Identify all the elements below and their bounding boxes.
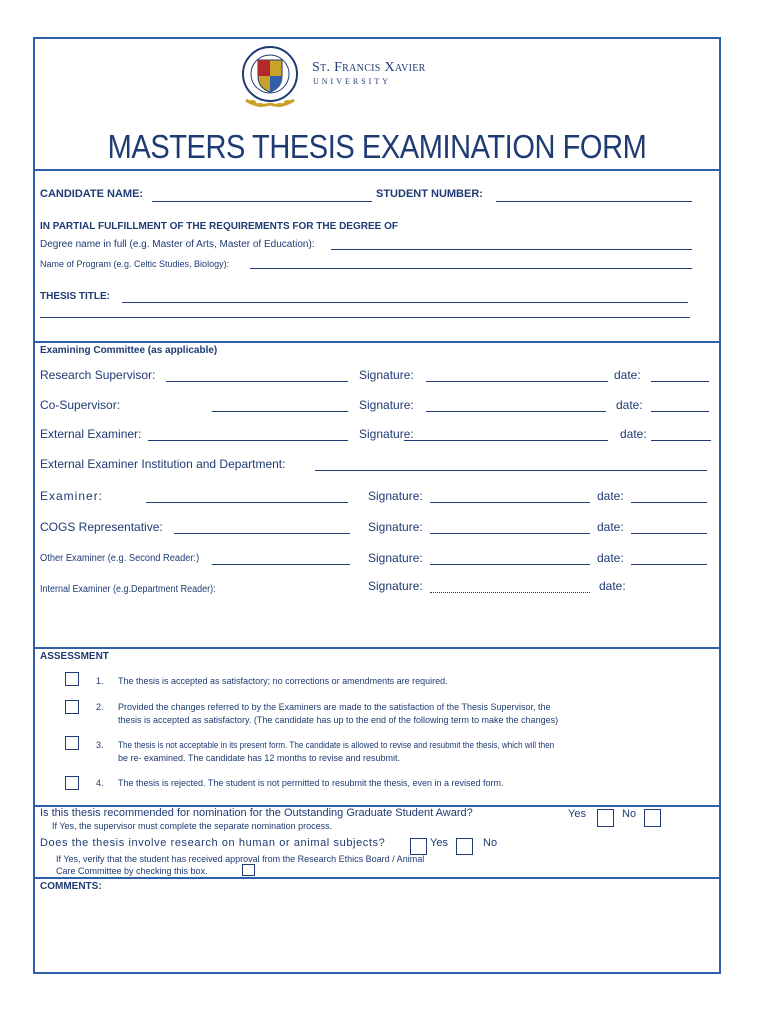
degree-name-field[interactable] bbox=[331, 249, 692, 250]
assessment-text-2a: Provided the changes referred to by the Examiners are made to the satisfaction of the Thesis Supervisor, the bbox=[118, 702, 551, 712]
cogs-representative-signature[interactable] bbox=[430, 533, 590, 534]
research-supervisor-label: Research Supervisor: bbox=[40, 368, 156, 382]
divider bbox=[33, 647, 721, 649]
divider bbox=[33, 877, 721, 879]
date-label: date: bbox=[597, 551, 624, 565]
date-label: date: bbox=[616, 398, 643, 412]
university-sub: UNIVERSITY bbox=[313, 77, 391, 86]
ethics-no-label: No bbox=[483, 837, 498, 849]
thesis-title-field-2[interactable] bbox=[40, 317, 690, 318]
date-label: date: bbox=[597, 520, 624, 534]
signature-label: Signature: bbox=[359, 427, 414, 441]
divider bbox=[33, 169, 721, 171]
committee-heading: Examining Committee (as applicable) bbox=[40, 345, 218, 356]
external-examiner-field[interactable] bbox=[148, 440, 348, 441]
signature-label: Signature: bbox=[359, 368, 414, 382]
signature-label: Signature: bbox=[368, 551, 423, 565]
signature-label: Signature: bbox=[368, 520, 423, 534]
form-frame bbox=[33, 37, 721, 974]
ethics-note-1: If Yes, verify that the student has received approval from the Research Ethics Board / Animal bbox=[56, 854, 425, 864]
cogs-representative-field[interactable] bbox=[174, 533, 350, 534]
examiner-label: Examiner: bbox=[40, 489, 104, 503]
other-examiner-date[interactable] bbox=[631, 564, 707, 565]
assessment-num-1: 1. bbox=[96, 676, 104, 686]
date-label: date: bbox=[620, 427, 647, 441]
thesis-title-field-1[interactable] bbox=[122, 302, 688, 303]
research-supervisor-signature[interactable] bbox=[426, 381, 608, 382]
award-no-checkbox[interactable] bbox=[644, 809, 661, 827]
assessment-checkbox-1[interactable] bbox=[65, 672, 79, 686]
assessment-checkbox-4[interactable] bbox=[65, 776, 79, 790]
assessment-num-3: 3. bbox=[96, 740, 104, 750]
university-name: St. Francis Xavier bbox=[312, 60, 426, 75]
ethics-approval-checkbox[interactable] bbox=[242, 864, 255, 876]
co-supervisor-date[interactable] bbox=[651, 411, 709, 412]
examiner-date[interactable] bbox=[631, 502, 707, 503]
student-number-field[interactable] bbox=[496, 201, 692, 202]
external-examiner-label: External Examiner: bbox=[40, 427, 142, 441]
award-note: If Yes, the supervisor must complete the separate nomination process. bbox=[52, 821, 333, 831]
form-title: MASTERS THESIS EXAMINATION FORM bbox=[107, 128, 647, 165]
external-examiner-signature[interactable] bbox=[404, 440, 608, 441]
examiner-field[interactable] bbox=[146, 502, 348, 503]
signature-label: Signature: bbox=[368, 489, 423, 503]
student-number-label: STUDENT NUMBER: bbox=[376, 188, 483, 200]
award-yes-label: Yes bbox=[568, 808, 586, 820]
examiner-signature[interactable] bbox=[430, 502, 590, 503]
assessment-checkbox-2[interactable] bbox=[65, 700, 79, 714]
assessment-text-2b: thesis is accepted as satisfactory. (The candidate has up to the end of the following term to make the changes) bbox=[118, 715, 559, 725]
assessment-checkbox-3[interactable] bbox=[65, 736, 79, 750]
assessment-num-4: 4. bbox=[96, 778, 104, 788]
other-examiner-signature[interactable] bbox=[430, 564, 590, 565]
cogs-representative-date[interactable] bbox=[631, 533, 707, 534]
assessment-text-1: The thesis is accepted as satisfactory; no corrections or amendments are required. bbox=[118, 676, 448, 686]
research-supervisor-date[interactable] bbox=[651, 381, 709, 382]
other-examiner-field[interactable] bbox=[212, 564, 350, 565]
assessment-heading: ASSESSMENT bbox=[40, 651, 109, 662]
assessment-num-2: 2. bbox=[96, 702, 104, 712]
candidate-name-label: CANDIDATE NAME: bbox=[40, 188, 144, 200]
award-yes-checkbox[interactable] bbox=[597, 809, 614, 827]
date-label: date: bbox=[597, 489, 624, 503]
divider bbox=[33, 341, 721, 343]
internal-examiner-label: Internal Examiner (e.g.Department Reader): bbox=[40, 584, 216, 595]
ethics-note-2: Care Committee by checking this box. bbox=[56, 866, 208, 876]
other-examiner-label: Other Examiner (e.g. Second Reader:) bbox=[40, 553, 200, 564]
program-field[interactable] bbox=[250, 268, 692, 269]
thesis-title-label: THESIS TITLE: bbox=[40, 291, 110, 302]
ethics-no-checkbox[interactable] bbox=[456, 838, 473, 855]
date-label: date: bbox=[614, 368, 641, 382]
award-no-label: No bbox=[622, 808, 637, 820]
assessment-text-3b: be re- examined. The candidate has 12 months to revise and resubmit. bbox=[118, 753, 400, 763]
co-supervisor-label: Co-Supervisor: bbox=[40, 398, 121, 412]
candidate-name-field[interactable] bbox=[152, 201, 372, 202]
program-label: Name of Program (e.g. Celtic Studies, Biology): bbox=[40, 259, 230, 269]
signature-label: Signature: bbox=[368, 579, 423, 593]
university-seal-logo bbox=[232, 42, 310, 114]
ethics-question: Does the thesis involve research on human or animal subjects? bbox=[40, 837, 386, 849]
external-institution-label: External Examiner Institution and Department: bbox=[40, 457, 286, 471]
ethics-yes-label: Yes bbox=[430, 837, 448, 849]
ethics-yes-checkbox[interactable] bbox=[410, 838, 427, 855]
comments-label: COMMENTS: bbox=[40, 881, 102, 892]
signature-label: Signature: bbox=[359, 398, 414, 412]
assessment-text-4: The thesis is rejected. The student is not permitted to resubmit the thesis, even in a revised form. bbox=[118, 778, 504, 788]
degree-heading: IN PARTIAL FULFILLMENT OF THE REQUIREMENTS FOR THE DEGREE OF bbox=[40, 221, 398, 232]
external-examiner-date[interactable] bbox=[651, 440, 711, 441]
award-question: Is this thesis recommended for nomination for the Outstanding Graduate Student Award? bbox=[40, 807, 473, 819]
co-supervisor-field[interactable] bbox=[212, 411, 348, 412]
date-label: date: bbox=[599, 579, 626, 593]
internal-examiner-signature[interactable] bbox=[430, 592, 590, 593]
assessment-text-3a: The thesis is not acceptable in its present form. The candidate is allowed to revise and resubmit the thesis, which will then bbox=[118, 740, 555, 750]
research-supervisor-field[interactable] bbox=[166, 381, 348, 382]
degree-name-label: Degree name in full (e.g. Master of Arts, Master of Education): bbox=[40, 239, 315, 250]
external-institution-field[interactable] bbox=[315, 470, 707, 471]
cogs-representative-label: COGS Representative: bbox=[40, 520, 163, 534]
comments-area[interactable] bbox=[40, 897, 714, 967]
co-supervisor-signature[interactable] bbox=[426, 411, 606, 412]
